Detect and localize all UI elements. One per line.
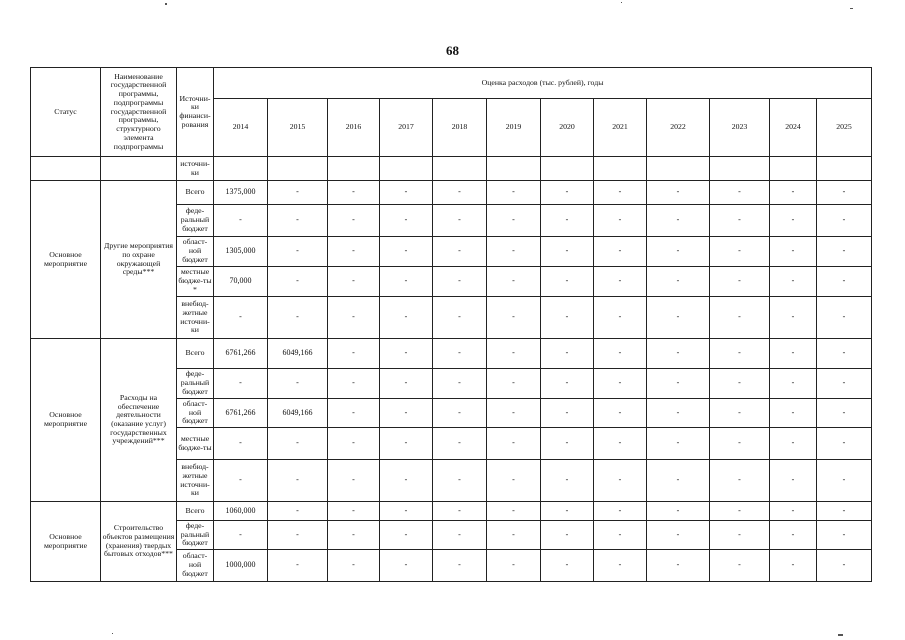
value-cell: - bbox=[647, 550, 710, 582]
value-cell: - bbox=[380, 237, 433, 267]
value-cell: - bbox=[433, 339, 487, 369]
status-cell: Основное мероприятие bbox=[31, 339, 101, 502]
value-cell: - bbox=[710, 550, 770, 582]
value-cell: - bbox=[647, 428, 710, 460]
value-cell: - bbox=[328, 339, 380, 369]
header-status: Статус bbox=[31, 68, 101, 157]
value-cell: - bbox=[594, 237, 647, 267]
value-cell: - bbox=[328, 237, 380, 267]
value-cell: - bbox=[268, 267, 328, 297]
value-cell: - bbox=[487, 369, 541, 399]
value-cell: - bbox=[214, 521, 268, 550]
value-cell: - bbox=[433, 550, 487, 582]
value-cell: - bbox=[487, 237, 541, 267]
value-cell: 1000,000 bbox=[214, 550, 268, 582]
value-cell: - bbox=[594, 460, 647, 502]
value-cell: - bbox=[380, 267, 433, 297]
value-cell: - bbox=[817, 502, 872, 521]
value-cell: - bbox=[710, 502, 770, 521]
value-cell: - bbox=[817, 181, 872, 205]
value-cell: - bbox=[647, 521, 710, 550]
value-cell: 1060,000 bbox=[214, 502, 268, 521]
value-cell: - bbox=[770, 339, 817, 369]
value-cell: - bbox=[710, 237, 770, 267]
value-cell bbox=[817, 157, 872, 181]
value-cell: - bbox=[710, 267, 770, 297]
program-name-cell: Строительство объектов размещения (хранения) твердых бытовых отходов*** bbox=[101, 502, 177, 582]
year-header-2022: 2022 bbox=[647, 99, 710, 157]
value-cell: - bbox=[380, 181, 433, 205]
value-cell: - bbox=[594, 205, 647, 237]
table-row bbox=[31, 339, 872, 369]
value-cell: - bbox=[541, 460, 594, 502]
year-header-2019: 2019 bbox=[487, 99, 541, 157]
value-cell: - bbox=[487, 297, 541, 339]
value-cell: - bbox=[770, 181, 817, 205]
header-sources: Источни-ки финанси-рования bbox=[177, 68, 214, 157]
value-cell: - bbox=[647, 181, 710, 205]
value-cell: - bbox=[594, 521, 647, 550]
year-header-2021: 2021 bbox=[594, 99, 647, 157]
value-cell: 70,000 bbox=[214, 267, 268, 297]
value-cell: - bbox=[380, 369, 433, 399]
source-cell: област-ной бюджет bbox=[177, 237, 214, 267]
value-cell: - bbox=[433, 399, 487, 428]
value-cell: - bbox=[268, 297, 328, 339]
value-cell: - bbox=[594, 399, 647, 428]
source-cell: внебюд-жетные источни-ки bbox=[177, 297, 214, 339]
value-cell: - bbox=[770, 460, 817, 502]
source-cell: област-ной бюджет bbox=[177, 399, 214, 428]
value-cell: - bbox=[380, 399, 433, 428]
header-name: Наименование государственной программы, подпрограммы государственной программы, структурного элемента подпрограммы bbox=[101, 68, 177, 157]
value-cell: - bbox=[433, 297, 487, 339]
value-cell: - bbox=[541, 399, 594, 428]
value-cell bbox=[710, 157, 770, 181]
value-cell: - bbox=[433, 460, 487, 502]
value-cell: - bbox=[268, 181, 328, 205]
value-cell: - bbox=[214, 369, 268, 399]
value-cell: - bbox=[433, 369, 487, 399]
source-cell: област-ной бюджет bbox=[177, 550, 214, 582]
value-cell: - bbox=[380, 339, 433, 369]
source-cell: Всего bbox=[177, 502, 214, 521]
value-cell: 6049,166 bbox=[268, 339, 328, 369]
value-cell: - bbox=[770, 428, 817, 460]
status-cell: Основное мероприятие bbox=[31, 181, 101, 339]
value-cell: - bbox=[487, 460, 541, 502]
value-cell: - bbox=[380, 521, 433, 550]
header-estimate: Оценка расходов (тыс. рублей), годы bbox=[214, 68, 872, 99]
value-cell: - bbox=[710, 181, 770, 205]
value-cell: - bbox=[328, 297, 380, 339]
value-cell: - bbox=[770, 205, 817, 237]
value-cell: - bbox=[433, 521, 487, 550]
value-cell: - bbox=[817, 460, 872, 502]
value-cell: - bbox=[647, 267, 710, 297]
value-cell bbox=[328, 157, 380, 181]
program-name-cell: Расходы на обеспечение деятельности (оказание услуг) государственных учреждений*** bbox=[101, 339, 177, 502]
value-cell: - bbox=[487, 267, 541, 297]
value-cell: - bbox=[817, 550, 872, 582]
value-cell: - bbox=[594, 550, 647, 582]
value-cell: - bbox=[817, 399, 872, 428]
value-cell: - bbox=[433, 237, 487, 267]
value-cell: - bbox=[647, 297, 710, 339]
value-cell: - bbox=[541, 369, 594, 399]
value-cell: - bbox=[268, 502, 328, 521]
source-cell: Всего bbox=[177, 339, 214, 369]
value-cell: - bbox=[541, 428, 594, 460]
value-cell bbox=[380, 157, 433, 181]
value-cell: - bbox=[817, 428, 872, 460]
value-cell: - bbox=[541, 267, 594, 297]
value-cell: - bbox=[770, 237, 817, 267]
value-cell: - bbox=[817, 267, 872, 297]
value-cell: - bbox=[541, 339, 594, 369]
table-row bbox=[31, 502, 872, 521]
continuation-status-cell bbox=[31, 157, 101, 181]
value-cell: - bbox=[487, 205, 541, 237]
source-cell: внебюд-жетные источни-ки bbox=[177, 460, 214, 502]
value-cell: - bbox=[214, 428, 268, 460]
value-cell: - bbox=[710, 428, 770, 460]
value-cell: - bbox=[541, 181, 594, 205]
year-header-2023: 2023 bbox=[710, 99, 770, 157]
value-cell: - bbox=[487, 502, 541, 521]
continuation-row bbox=[31, 157, 872, 181]
value-cell: - bbox=[268, 369, 328, 399]
value-cell: - bbox=[710, 399, 770, 428]
source-cell: феде-ральный бюджет bbox=[177, 205, 214, 237]
value-cell: - bbox=[817, 339, 872, 369]
value-cell: - bbox=[328, 399, 380, 428]
year-header-2015: 2015 bbox=[268, 99, 328, 157]
year-header-2014: 2014 bbox=[214, 99, 268, 157]
value-cell: - bbox=[433, 181, 487, 205]
value-cell: - bbox=[328, 267, 380, 297]
value-cell: - bbox=[770, 550, 817, 582]
source-cell: феде-ральный бюджет bbox=[177, 369, 214, 399]
value-cell: - bbox=[328, 550, 380, 582]
year-header-2017: 2017 bbox=[380, 99, 433, 157]
value-cell: - bbox=[647, 502, 710, 521]
value-cell bbox=[594, 157, 647, 181]
value-cell: - bbox=[647, 237, 710, 267]
value-cell bbox=[487, 157, 541, 181]
value-cell: - bbox=[268, 237, 328, 267]
value-cell: - bbox=[380, 205, 433, 237]
value-cell: - bbox=[710, 460, 770, 502]
value-cell: 6049,166 bbox=[268, 399, 328, 428]
value-cell: - bbox=[328, 460, 380, 502]
source-cell: феде-ральный бюджет bbox=[177, 521, 214, 550]
value-cell: - bbox=[328, 502, 380, 521]
value-cell: - bbox=[541, 237, 594, 267]
value-cell: - bbox=[817, 237, 872, 267]
value-cell: - bbox=[380, 550, 433, 582]
value-cell: - bbox=[268, 460, 328, 502]
source-cell: Всего bbox=[177, 181, 214, 205]
table-row bbox=[31, 181, 872, 205]
value-cell: - bbox=[817, 205, 872, 237]
value-cell bbox=[268, 157, 328, 181]
status-cell: Основное мероприятие bbox=[31, 502, 101, 582]
value-cell: - bbox=[487, 339, 541, 369]
value-cell: - bbox=[328, 428, 380, 460]
value-cell: - bbox=[214, 297, 268, 339]
value-cell: - bbox=[268, 521, 328, 550]
value-cell: 6761,266 bbox=[214, 339, 268, 369]
value-cell: - bbox=[647, 205, 710, 237]
year-header-2016: 2016 bbox=[328, 99, 380, 157]
value-cell: - bbox=[328, 181, 380, 205]
value-cell bbox=[541, 157, 594, 181]
value-cell bbox=[433, 157, 487, 181]
value-cell: - bbox=[214, 460, 268, 502]
value-cell: - bbox=[817, 369, 872, 399]
value-cell: - bbox=[268, 205, 328, 237]
value-cell: - bbox=[487, 550, 541, 582]
value-cell: 1375,000 bbox=[214, 181, 268, 205]
value-cell: - bbox=[541, 521, 594, 550]
value-cell: - bbox=[594, 297, 647, 339]
value-cell: - bbox=[433, 428, 487, 460]
value-cell: - bbox=[541, 550, 594, 582]
value-cell: - bbox=[770, 369, 817, 399]
value-cell: - bbox=[770, 399, 817, 428]
value-cell: - bbox=[541, 502, 594, 521]
value-cell: - bbox=[710, 339, 770, 369]
value-cell: - bbox=[647, 460, 710, 502]
value-cell bbox=[647, 157, 710, 181]
value-cell: - bbox=[268, 428, 328, 460]
value-cell bbox=[214, 157, 268, 181]
table-body bbox=[31, 68, 872, 582]
value-cell: - bbox=[647, 339, 710, 369]
value-cell: - bbox=[770, 502, 817, 521]
page-number: 68 bbox=[446, 43, 459, 58]
value-cell: - bbox=[594, 339, 647, 369]
value-cell: - bbox=[770, 297, 817, 339]
program-name-cell: Другие мероприятия по охране окружающей среды*** bbox=[101, 181, 177, 339]
value-cell: - bbox=[594, 267, 647, 297]
value-cell: - bbox=[380, 297, 433, 339]
value-cell: - bbox=[328, 369, 380, 399]
value-cell: - bbox=[594, 502, 647, 521]
value-cell: - bbox=[487, 428, 541, 460]
value-cell: - bbox=[817, 521, 872, 550]
value-cell: - bbox=[433, 205, 487, 237]
value-cell bbox=[770, 157, 817, 181]
value-cell: 6761,266 bbox=[214, 399, 268, 428]
value-cell: - bbox=[328, 521, 380, 550]
budget-table bbox=[30, 67, 872, 582]
value-cell: - bbox=[541, 297, 594, 339]
value-cell: - bbox=[817, 297, 872, 339]
value-cell: - bbox=[770, 521, 817, 550]
year-header-2024: 2024 bbox=[770, 99, 817, 157]
value-cell: - bbox=[268, 550, 328, 582]
value-cell: - bbox=[433, 502, 487, 521]
year-header-2025: 2025 bbox=[817, 99, 872, 157]
value-cell: - bbox=[487, 181, 541, 205]
value-cell: - bbox=[328, 205, 380, 237]
value-cell: - bbox=[770, 267, 817, 297]
value-cell: - bbox=[647, 369, 710, 399]
value-cell: - bbox=[594, 181, 647, 205]
source-cell: источни-ки bbox=[177, 157, 214, 181]
value-cell: 1305,000 bbox=[214, 237, 268, 267]
value-cell: - bbox=[647, 399, 710, 428]
value-cell: - bbox=[541, 205, 594, 237]
value-cell: - bbox=[214, 205, 268, 237]
value-cell: - bbox=[594, 428, 647, 460]
value-cell: - bbox=[380, 502, 433, 521]
value-cell: - bbox=[380, 428, 433, 460]
value-cell: - bbox=[380, 460, 433, 502]
value-cell: - bbox=[487, 521, 541, 550]
value-cell: - bbox=[710, 369, 770, 399]
value-cell: - bbox=[710, 205, 770, 237]
value-cell: - bbox=[710, 521, 770, 550]
year-header-2018: 2018 bbox=[433, 99, 487, 157]
continuation-name-cell bbox=[101, 157, 177, 181]
year-header-2020: 2020 bbox=[541, 99, 594, 157]
source-cell: местные бюдже-ты bbox=[177, 428, 214, 460]
value-cell: - bbox=[433, 267, 487, 297]
value-cell: - bbox=[487, 399, 541, 428]
value-cell: - bbox=[594, 369, 647, 399]
source-cell: местные бюдже-ты * bbox=[177, 267, 214, 297]
value-cell: - bbox=[710, 297, 770, 339]
